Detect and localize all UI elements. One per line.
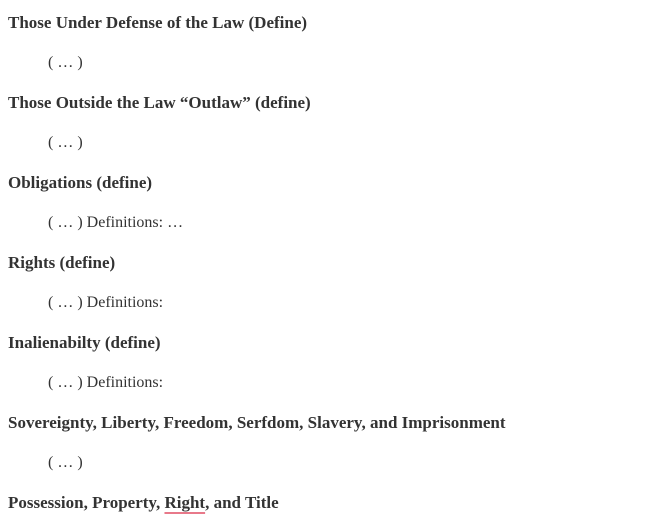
section-body-defense: ( … ) [48, 54, 83, 71]
section-heading-obligations: Obligations (define) [8, 173, 153, 192]
section-body-rights: ( … ) Definitions: [48, 294, 164, 311]
section-heading-possession [8, 493, 279, 513]
section-heading-outlaw: Those Outside the Law “Outlaw” (define) [8, 93, 311, 112]
spellcheck-flagged-word[interactable]: Right [164, 493, 206, 512]
section-heading-defense: Those Under Defense of the Law (Define) [8, 13, 308, 32]
section-body-obligations: ( … ) Definitions: … [48, 214, 184, 231]
section-heading-sovereignty: Sovereignty, Liberty, Freedom, Serfdom, Slavery, and Imprisonment [8, 413, 506, 432]
heading-text-part: Possession, Property, [8, 493, 165, 512]
section-body-outlaw: ( … ) [48, 134, 83, 151]
section-body-sovereignty: ( … ) [48, 454, 83, 471]
section-heading-rights: Rights (define) [8, 253, 116, 272]
section-heading-inalienability: Inalienabilty (define) [8, 333, 161, 352]
section-body-inalienability: ( … ) Definitions: [48, 374, 164, 391]
heading-text-part: , and Title [205, 493, 279, 512]
